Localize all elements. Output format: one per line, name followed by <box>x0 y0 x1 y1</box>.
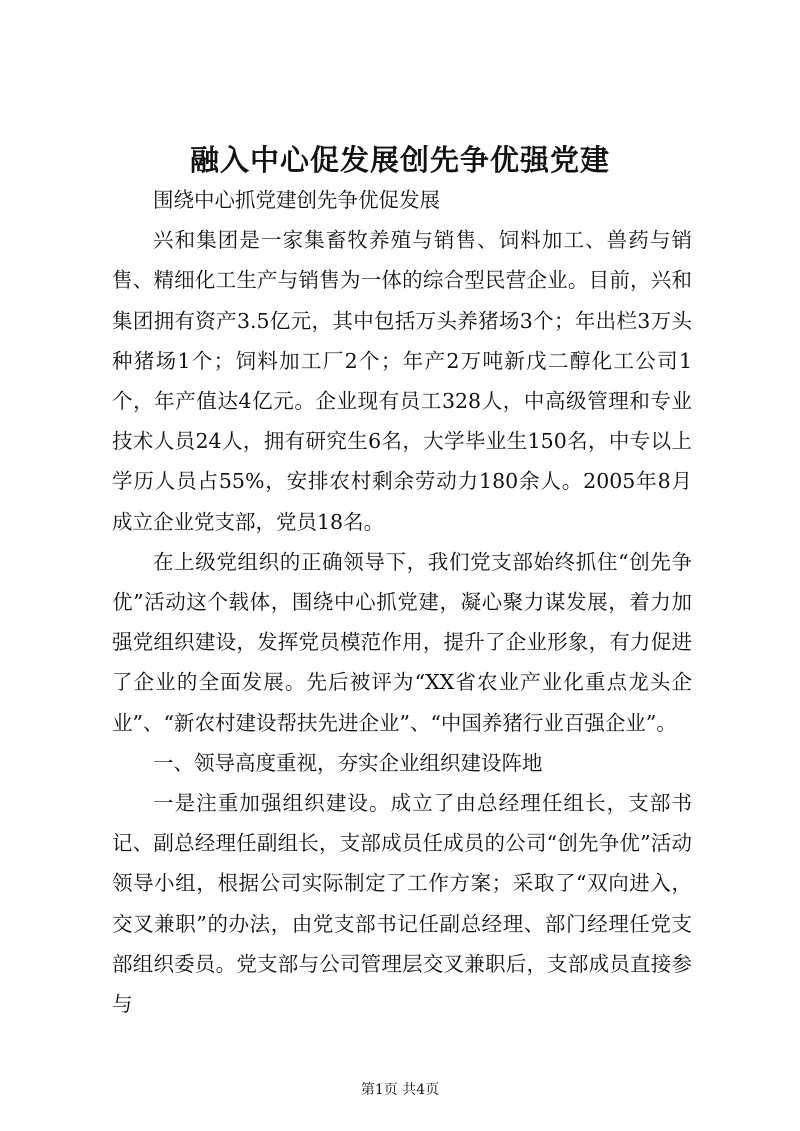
body-paragraph: 一是注重加强组织建设。成立了由总经理任组长，支部书记、副总经理任副组长，支部成员任成员的公司“创先争优”活动领导小组，根据公司实际制定了工作方案；采取了“双向进入，交叉兼职”的办法，由党支部书记任副总经理、部门经理任党支部组织委员。党支部与公司管理层交叉兼职后，支部成员直接参与 <box>112 791 692 1017</box>
page-number-footer: 第1页 共4页 <box>360 1082 440 1098</box>
section-heading: 一、领导高度重视，夯实企业组织建设阵地 <box>153 750 543 775</box>
body-paragraph: 兴和集团是一家集畜牧养殖与销售、饲料加工、兽药与销售、精细化工生产与销售为一体的综合型民营企业。目前，兴和集团拥有资产3.5亿元，其中包括万头养猪场3个；年出栏3万头种猪场1个；饲料加工厂2个；年产2万吨新戊二醇化工公司1个，年产值达4亿元。企业现有员工328人，中高级管理和专业技术人员24人，拥有研究生6名，大学毕业生150名，中专以上学历人员占55%，安排农村剩余劳动力180余人。2005年8月成立企业党支部，党员18名。 <box>112 228 692 534</box>
body-paragraph: 在上级党组织的正确领导下，我们党支部始终抓住“创先争优”活动这个载体，围绕中心抓党建，凝心聚力谋发展，着力加强党组织建设，发挥党员模范作用，提升了企业形象，有力促进了企业的全面发展。先后被评为“XX省农业产业化重点龙头企业”、“新农村建设帮扶先进企业”、“中国养猪行业百强企业”。 <box>112 549 692 735</box>
subtitle-paragraph: 围绕中心抓党建创先争优促发展 <box>153 188 440 212</box>
document-body <box>112 180 692 1024</box>
document-title: 融入中心促发展创先争优强党建 <box>189 143 610 177</box>
